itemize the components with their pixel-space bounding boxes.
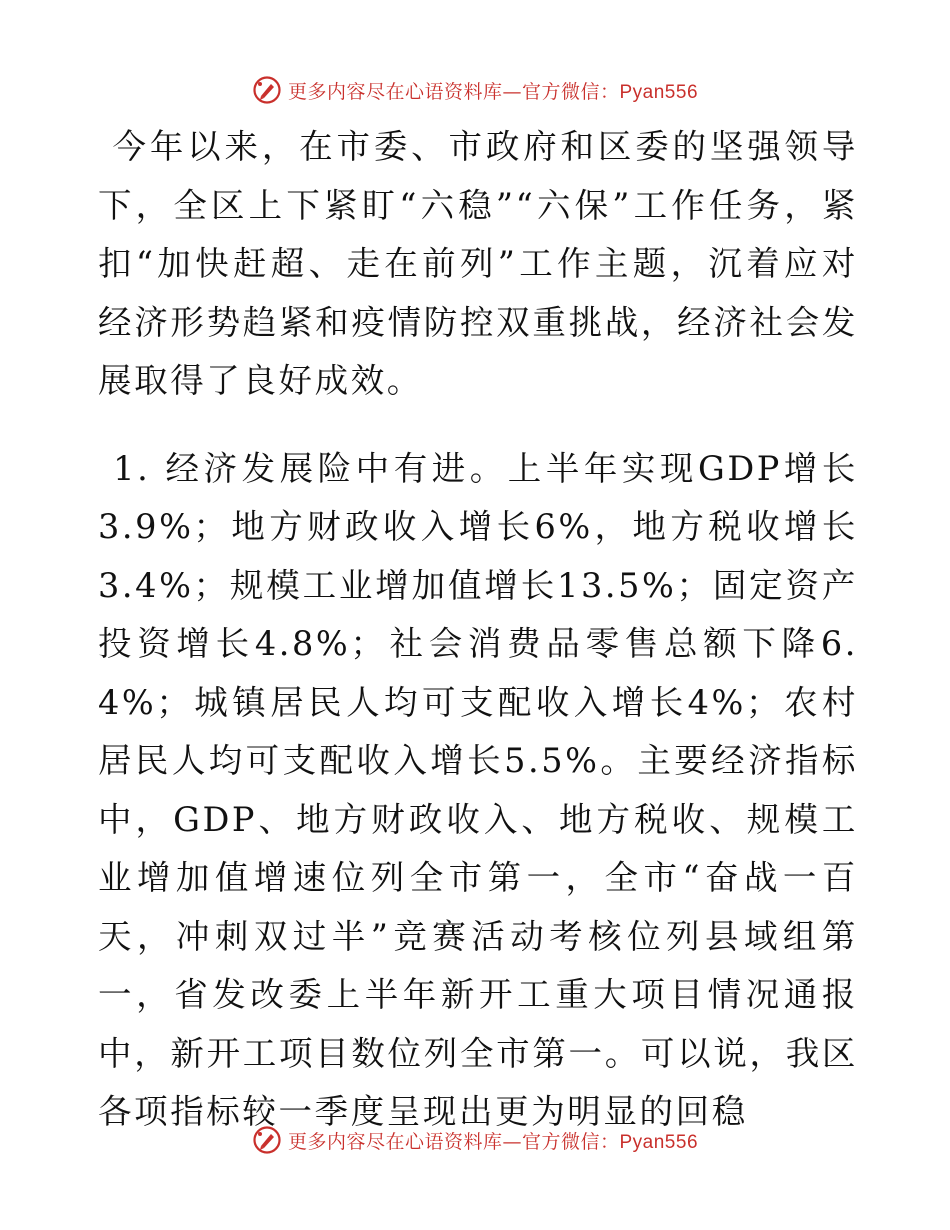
watermark-separator: — <box>502 80 522 103</box>
text-line: 3.9%；地方财政收入增长6%，地方税收增长 <box>98 507 858 546</box>
watermark-text <box>288 1127 698 1154</box>
text-line: 核位列县域组第一，省发改委上半年新开工重大项 <box>98 916 858 1014</box>
text-line: 扣“加快赶超、走在前列”工作主题，沉着应对经 <box>98 244 858 342</box>
paragraph-economic-development <box>98 440 858 1142</box>
text-line: 今年以来，在市委、市政府和区委的坚强领导 <box>98 127 858 166</box>
watermark-wechat-label: 官方微信： <box>521 80 620 103</box>
watermark-brand: 更多内容尽在心语资料库 <box>287 1130 503 1153</box>
watermark-wechat-id: Pyan556 <box>619 81 699 103</box>
watermark-wechat-id: Pyan556 <box>619 1131 699 1153</box>
text-line: 收入增长5.5%。主要经济指标中，GDP、地方财政 <box>98 741 859 839</box>
pen-logo-icon <box>252 75 282 105</box>
watermark-wechat-label: 官方微信： <box>521 1130 620 1153</box>
text-line: 济形势趋紧和疫情防控双重挑战，经济社会发展取 <box>98 302 858 400</box>
watermark-separator: — <box>502 1130 522 1153</box>
text-line: 一，全市“奋战一百天，冲刺双过半”竞赛活动考 <box>98 858 858 956</box>
text-line: 得了良好成效。 <box>170 361 423 400</box>
text-line: 1. 经济发展险中有进。上半年实现GDP增长 <box>98 448 858 488</box>
text-line: 收入、地方税收、规模工业增加值增速位列全市第 <box>98 799 858 897</box>
paragraph-intro <box>98 118 858 411</box>
text-line: 说，我区各项指标较一季度呈现出更为明显的回稳 <box>98 1033 858 1131</box>
footer-watermark <box>0 1122 950 1158</box>
watermark-brand: 更多内容尽在心语资料库 <box>287 80 503 103</box>
text-line: 目情况通报中，新开工项目数位列全市第一。可以 <box>98 975 858 1073</box>
text-line: 下，全区上下紧盯“六稳”“六保”工作任务，紧 <box>98 185 858 225</box>
text-line: 增长4.8%；社会消费品零售总额下降6.4%；城镇 <box>98 624 858 722</box>
text-line: 居民人均可支配收入增长4%；农村居民人均可支配 <box>98 682 858 780</box>
pen-logo-icon <box>252 1125 282 1155</box>
header-watermark <box>0 72 950 108</box>
text-line: 3.4%；规模工业增加值增长13.5%；固定资产投资 <box>98 565 858 663</box>
document-body <box>98 118 858 1142</box>
watermark-text <box>288 77 698 104</box>
